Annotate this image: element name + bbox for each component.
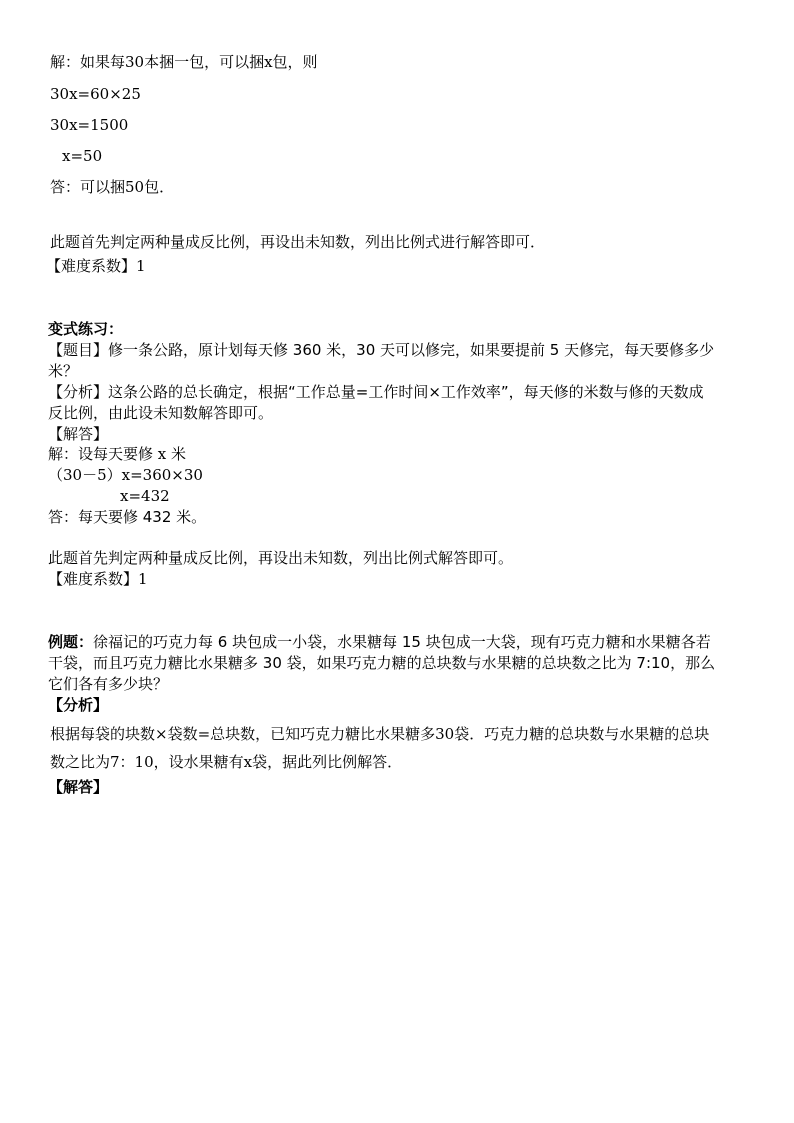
- problem-text: 【题目】修一条公路，原计划每天修 360 米，30 天可以修完，如果要提前 5 天修完，每天要修多少: [48, 341, 715, 359]
- solution-label: 【解答】: [48, 425, 109, 443]
- example-problem: [48, 632, 711, 652]
- example-text: 干袋，而且巧克力糖比水果糖多 30 袋，如果巧克力糖的总块数与水果糖的总块数之比为 7:10，那么: [48, 654, 716, 672]
- solution-intro: 解：如果每30本捆一包，可以捆x包，则: [50, 53, 318, 71]
- solution-label: 【解答】: [48, 778, 109, 796]
- answer-line: 答：可以捆50包．: [50, 178, 175, 196]
- summary-note: 此题首先判定两种量成反比例，再设出未知数，列出比例式解答即可。: [48, 549, 514, 567]
- analysis-text: 根据每袋的块数×袋数=总块数，已知巧克力糖比水果糖多30袋．巧克力糖的总块数与水果糖的总块: [50, 725, 710, 743]
- analysis-label: 【分析】: [48, 696, 109, 714]
- example-text: 徐福记的巧克力每 6 块包成一小袋，水果糖每 15 块包成一大袋，现有巧克力糖和水果糖各若: [93, 633, 711, 651]
- difficulty-rating: 【难度系数】1: [46, 257, 146, 275]
- solution-line: （30－5）x=360×30: [48, 466, 203, 484]
- equation-line: 30x=1500: [50, 116, 129, 134]
- problem-text: 米？: [48, 362, 79, 380]
- answer-line: 答：每天要修 432 米。: [48, 508, 207, 526]
- analysis-text: 数之比为7：10，设水果糖有x袋，据此列比例解答．: [50, 753, 403, 771]
- equation-line: 30x=60×25: [50, 85, 141, 103]
- analysis-text: 反比例，由此设未知数解答即可。: [48, 404, 274, 422]
- solution-line: 解：设每天要修 x 米: [48, 445, 186, 463]
- summary-note: 此题首先判定两种量成反比例，再设出未知数，列出比例式进行解答即可．: [50, 233, 546, 251]
- equation-line: x=50: [62, 147, 103, 165]
- solution-line: x=432: [120, 487, 170, 505]
- example-label: 例题：: [48, 633, 94, 651]
- analysis-text: 【分析】这条公路的总长确定，根据“工作总量=工作时间×工作效率”，每天修的米数与修的天数成: [48, 383, 704, 401]
- example-text: 它们各有多少块？: [48, 675, 169, 693]
- section-heading: 变式练习：: [48, 320, 124, 338]
- difficulty-rating: 【难度系数】1: [48, 570, 148, 588]
